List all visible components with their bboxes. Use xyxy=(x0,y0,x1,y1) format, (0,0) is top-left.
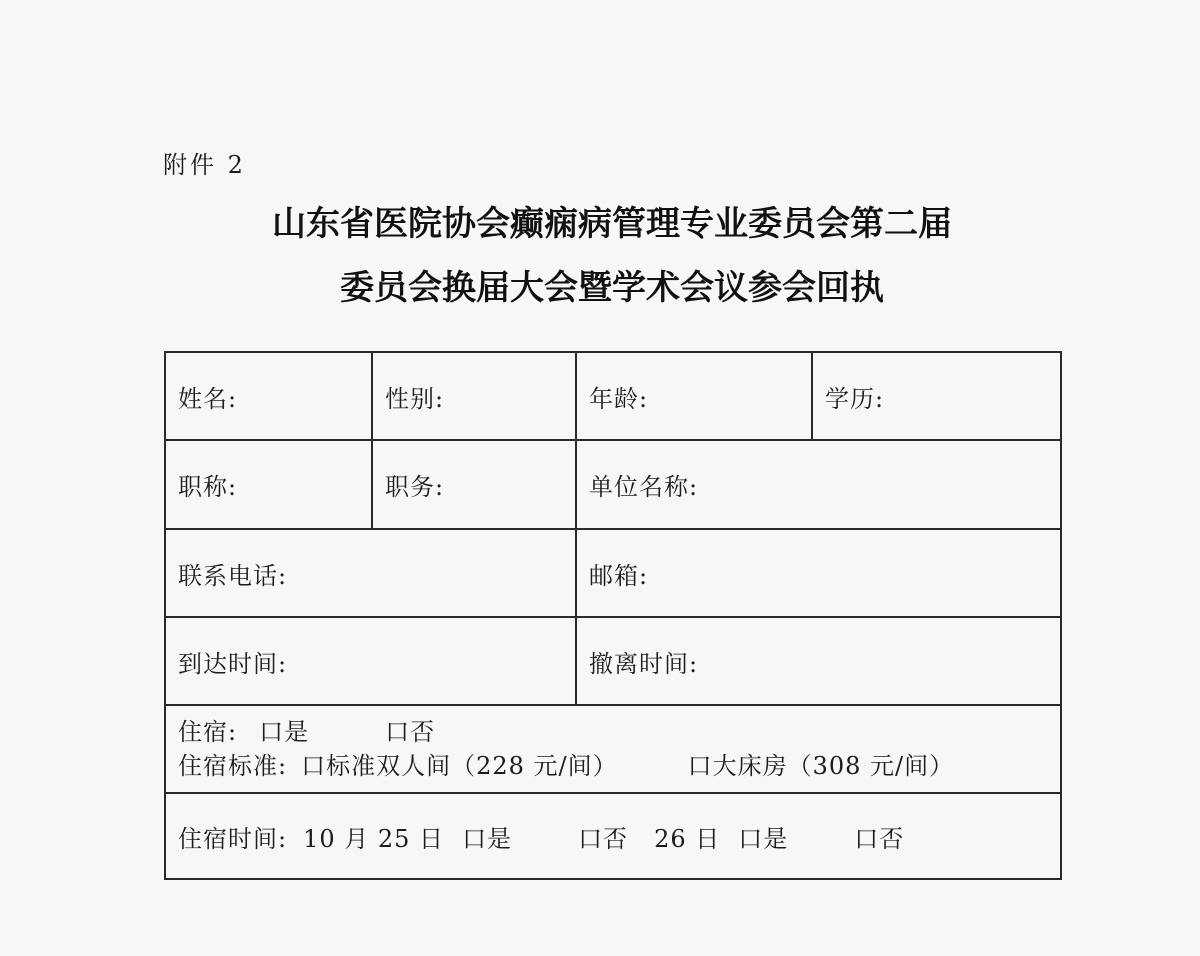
education-label: 学历: xyxy=(825,384,885,413)
form-row-job xyxy=(165,440,1061,529)
education-field[interactable] xyxy=(812,352,1061,440)
name-label: 姓名: xyxy=(178,384,238,413)
form-row-lodging xyxy=(165,705,1061,793)
arrival-time-label: 到达时间: xyxy=(178,649,288,678)
professional-title-field[interactable] xyxy=(165,440,372,529)
lodging-date-26: 26 日 xyxy=(654,824,721,853)
phone-field[interactable] xyxy=(165,529,576,617)
date-25-no-option[interactable]: 口否 xyxy=(578,824,629,853)
date-26-no-option[interactable]: 口否 xyxy=(854,824,905,853)
age-field[interactable] xyxy=(576,352,812,440)
lodging-cell xyxy=(165,705,1061,793)
email-field[interactable] xyxy=(576,529,1061,617)
arrival-time-field[interactable] xyxy=(165,617,576,705)
attachment-label: 附件 2 xyxy=(163,151,246,179)
lodging-date-25: 10 月 25 日 xyxy=(303,824,445,853)
lodging-standard-label: 住宿标准: xyxy=(178,752,288,780)
lodging-label: 住宿: xyxy=(178,718,238,746)
departure-time-label: 撤离时间: xyxy=(589,649,699,678)
lodging-line xyxy=(178,715,1060,749)
date-25-yes-option[interactable]: 口是 xyxy=(462,824,513,853)
lodging-yes-option[interactable]: 口是 xyxy=(259,718,310,746)
professional-title-label: 职称: xyxy=(178,473,238,501)
gender-field[interactable] xyxy=(372,352,576,440)
lodging-time-label: 住宿时间: xyxy=(178,824,288,853)
position-field[interactable] xyxy=(372,440,576,529)
king-room-option[interactable]: 口大床房（308 元/间） xyxy=(687,752,955,780)
organization-label: 单位名称: xyxy=(589,473,699,501)
form-row-schedule xyxy=(165,617,1061,705)
document-title-line2: 委员会换届大会暨学术会议参会回执 xyxy=(340,268,884,308)
form-row-contact xyxy=(165,529,1061,617)
age-label: 年龄: xyxy=(589,384,649,413)
lodging-time-cell xyxy=(165,793,1061,879)
position-label: 职务: xyxy=(385,473,445,501)
phone-label: 联系电话: xyxy=(178,561,288,590)
gender-label: 性别: xyxy=(385,384,445,413)
twin-room-option[interactable]: 口标准双人间（228 元/间） xyxy=(301,752,618,780)
form-row-lodging-time xyxy=(165,793,1061,879)
form-row-personal xyxy=(165,352,1061,440)
document-title-line1: 山东省医院协会癫痫病管理专业委员会第二届 xyxy=(272,204,952,244)
email-label: 邮箱: xyxy=(589,561,649,590)
lodging-no-option[interactable]: 口否 xyxy=(385,718,436,746)
organization-field[interactable] xyxy=(576,440,1061,529)
registration-form-table xyxy=(164,351,1062,880)
lodging-standard-line xyxy=(178,749,1060,783)
departure-time-field[interactable] xyxy=(576,617,1061,705)
date-26-yes-option[interactable]: 口是 xyxy=(738,824,789,853)
name-field[interactable] xyxy=(165,352,372,440)
